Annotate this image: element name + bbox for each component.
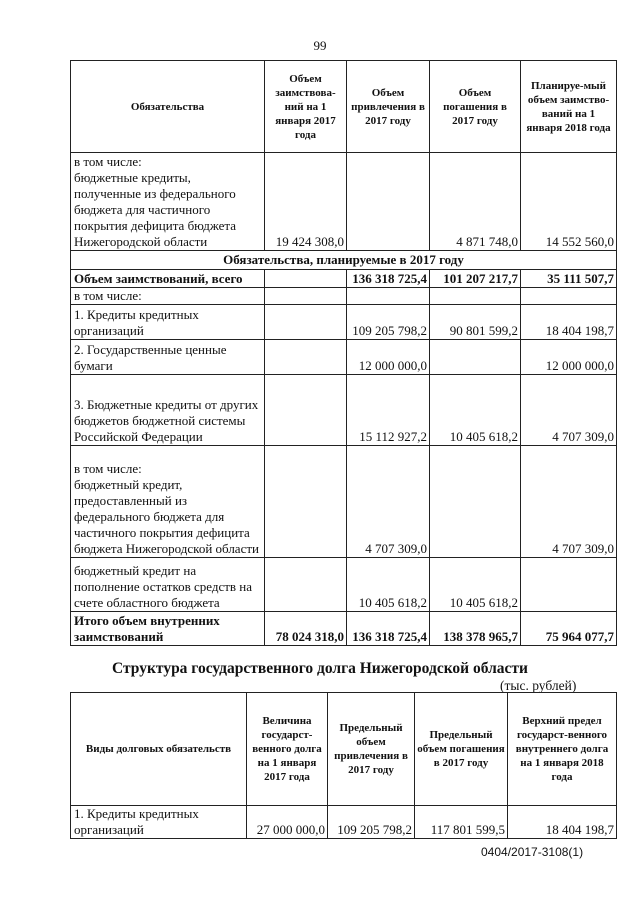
- cell-value: [521, 558, 617, 612]
- cell-value: [265, 340, 347, 375]
- cell-value: [265, 558, 347, 612]
- table-row: [71, 375, 617, 446]
- cell-value: 78 024 318,0: [265, 612, 347, 646]
- cell-value: 136 318 725,4: [347, 612, 430, 646]
- header-debt-start-2017: Величина государст-венного долга на 1 января 2017 года: [247, 693, 328, 806]
- table-row: [71, 340, 617, 375]
- cell-value: 12 000 000,0: [347, 340, 430, 375]
- header-limit-attraction-2017: Предельный объем привлечения в 2017 году: [328, 693, 415, 806]
- row-label: Объем заимствований, всего: [71, 270, 265, 288]
- cell-value: 18 404 198,7: [521, 305, 617, 340]
- cell-value: [430, 446, 521, 558]
- section-title: Обязательства, планируемые в 2017 году: [71, 251, 617, 270]
- cell-value: [430, 340, 521, 375]
- row-label: 1. Кредиты кредитных организаций: [71, 305, 265, 340]
- cell-value: 90 801 599,2: [430, 305, 521, 340]
- cell-value: [265, 305, 347, 340]
- cell-value: 14 552 560,0: [521, 153, 617, 251]
- cell-value: 4 707 309,0: [521, 375, 617, 446]
- row-label: бюджетный кредит на пополнение остатков средств на счете областного бюджета: [71, 558, 265, 612]
- cell-value: [265, 375, 347, 446]
- cell-value: [347, 288, 430, 305]
- cell-value: 4 871 748,0: [430, 153, 521, 251]
- cell-value: 117 801 599,5: [415, 806, 508, 839]
- table-row: [71, 288, 617, 305]
- row-label: в том числе:: [71, 288, 265, 305]
- cell-value: [430, 288, 521, 305]
- cell-value: 75 964 077,7: [521, 612, 617, 646]
- cell-value: 138 378 965,7: [430, 612, 521, 646]
- header-obligations: Обязательства: [71, 61, 265, 153]
- header-volume-start-2017: Объем заимствова-ний на 1 января 2017 года: [265, 61, 347, 153]
- table-row: [71, 446, 617, 558]
- cell-value: 4 707 309,0: [521, 446, 617, 558]
- row-label: 1. Кредиты кредитных организаций: [71, 806, 247, 839]
- cell-value: 4 707 309,0: [347, 446, 430, 558]
- cell-value: 12 000 000,0: [521, 340, 617, 375]
- cell-value: [347, 153, 430, 251]
- table-row: [71, 806, 617, 839]
- cell-value: 10 405 618,2: [347, 558, 430, 612]
- table-row: [71, 305, 617, 340]
- cell-value: 109 205 798,2: [347, 305, 430, 340]
- cell-value: [265, 270, 347, 288]
- row-label: 2. Государственные ценные бумаги: [71, 340, 265, 375]
- row-label: 3. Бюджетные кредиты от других бюджетов бюджетной системы Российской Федерации: [71, 375, 265, 446]
- cell-value: 101 207 217,7: [430, 270, 521, 288]
- header-repayment-2017: Объем погашения в 2017 году: [430, 61, 521, 153]
- header-limit-repayment-2017: Предельный объем погашения в 2017 году: [415, 693, 508, 806]
- cell-value: 19 424 308,0: [265, 153, 347, 251]
- document-number: 0404/2017-3108(1): [481, 845, 584, 859]
- borrowings-table: [70, 60, 617, 646]
- cell-value: [521, 288, 617, 305]
- cell-value: 35 111 507,7: [521, 270, 617, 288]
- page-number: 99: [313, 38, 327, 53]
- table-row: [71, 153, 617, 251]
- cell-value: 136 318 725,4: [347, 270, 430, 288]
- cell-value: [265, 288, 347, 305]
- header-planned-start-2018: Планируе-мый объем заимство-ваний на 1 января 2018 года: [521, 61, 617, 153]
- row-label: Итого объем внутренних заимствований: [71, 612, 265, 646]
- section-title: Структура государственного долга Нижегородской области: [112, 660, 528, 677]
- header-upper-limit-2018: Верхний предел государст-венного внутреннего долга на 1 января 2018 года: [508, 693, 617, 806]
- units-label: (тыс. рублей): [500, 678, 577, 693]
- row-label: в том числе: бюджетный кредит, предоставленный из федерального бюджета для частичного покрытия дефицита бюджета Нижегородской области: [71, 446, 265, 558]
- table-row: [71, 270, 617, 288]
- cell-value: 10 405 618,2: [430, 558, 521, 612]
- header-attraction-2017: Объем привлечения в 2017 году: [347, 61, 430, 153]
- row-label: в том числе: бюджетные кредиты, полученные из федерального бюджета для частичного покрытия дефицита бюджета Нижегородской области: [71, 153, 265, 251]
- cell-value: 15 112 927,2: [347, 375, 430, 446]
- cell-value: [265, 446, 347, 558]
- header-debt-types: Виды долговых обязательств: [71, 693, 247, 806]
- cell-value: 109 205 798,2: [328, 806, 415, 839]
- cell-value: 18 404 198,7: [508, 806, 617, 839]
- cell-value: 10 405 618,2: [430, 375, 521, 446]
- debt-structure-table: [70, 692, 617, 839]
- table-row: [71, 558, 617, 612]
- table-row: [71, 612, 617, 646]
- cell-value: 27 000 000,0: [247, 806, 328, 839]
